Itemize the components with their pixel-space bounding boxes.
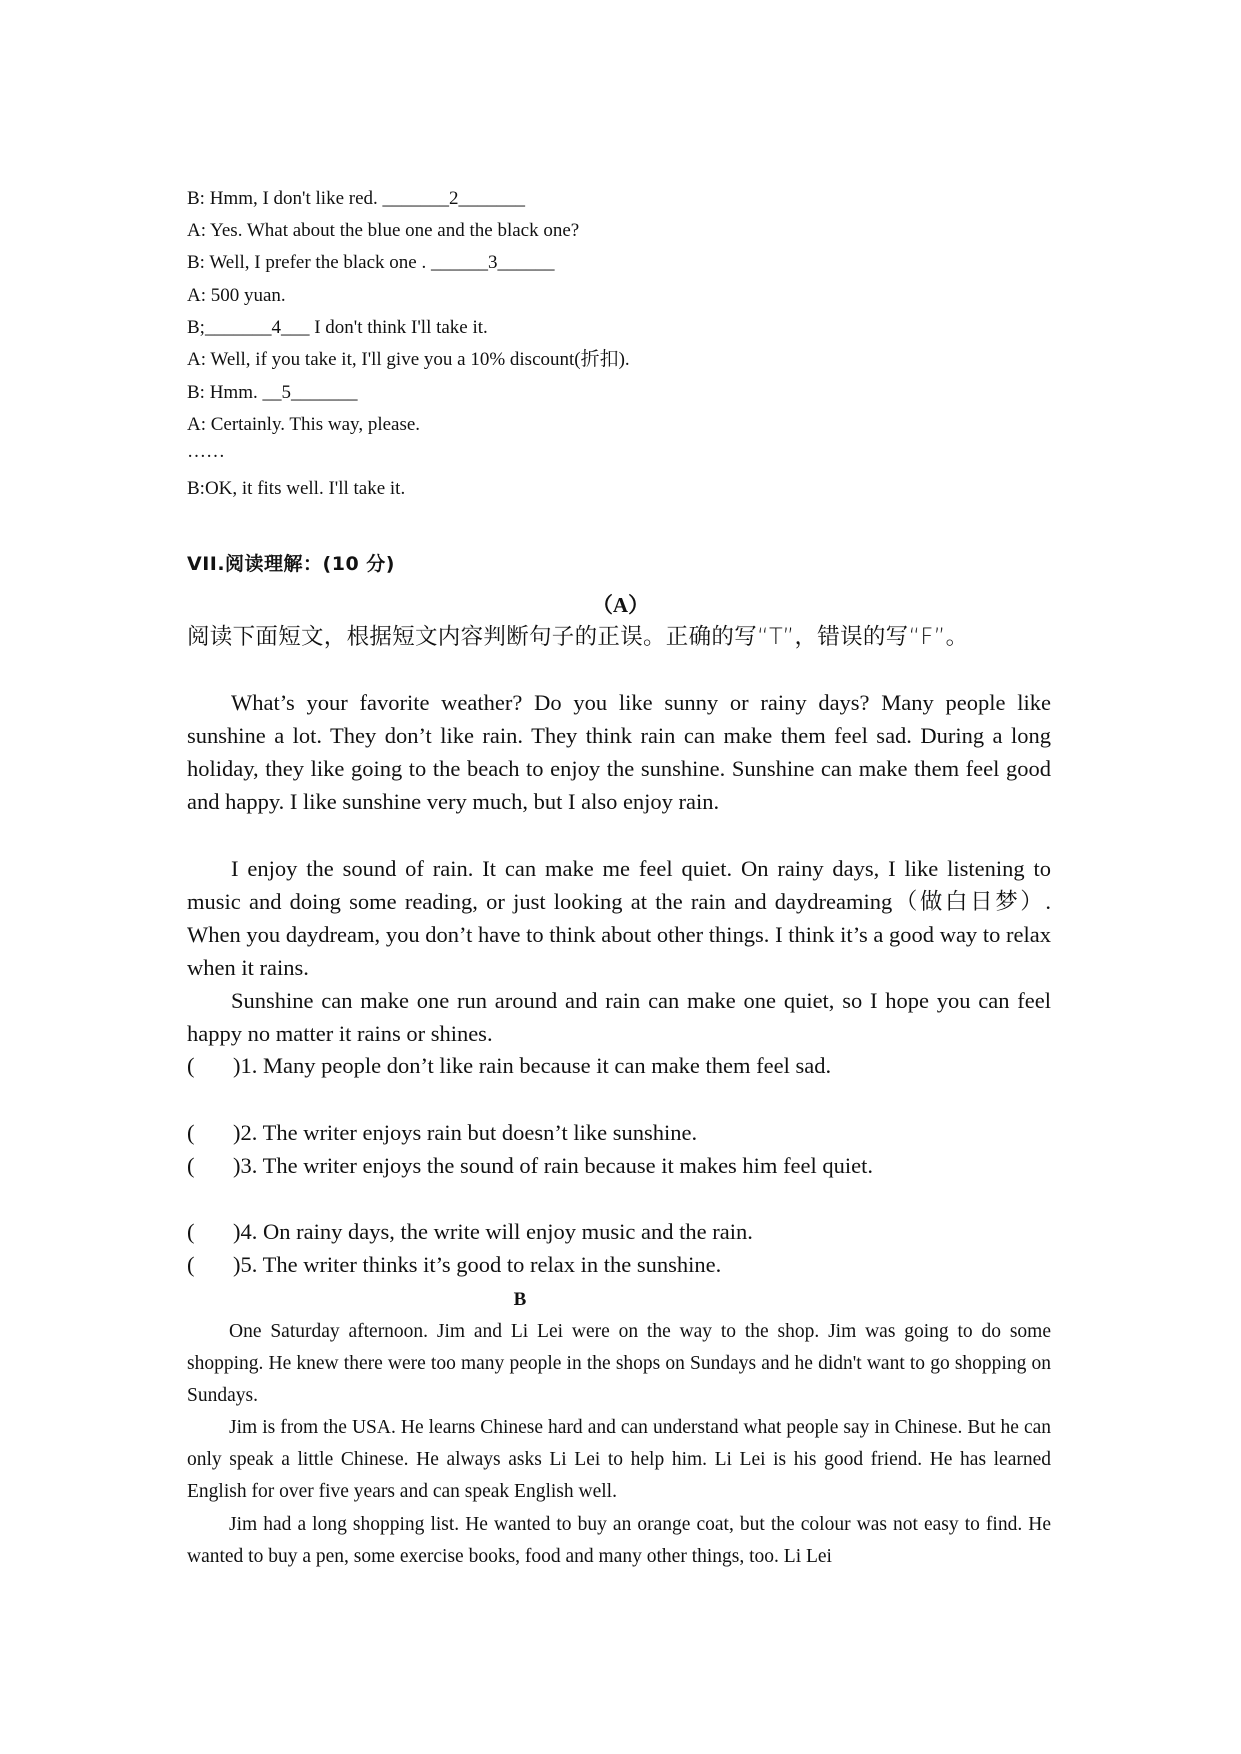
section-title: VII.阅读理解：(10 分)	[187, 553, 395, 575]
question-item	[187, 1052, 831, 1080]
passage-b-paragraph: Jim is from the USA. He learns Chinese hard and can understand what people say in Chinese. But he can only speak a little Chinese. He always asks Li Lei to help him. Li Lei is his good friend. He has learned English for over five years and can speak English well.	[187, 1417, 1051, 1502]
dialogue-line: B:OK, it fits well. I'll take it.	[187, 478, 406, 499]
dialogue-line: A: 500 yuan.	[187, 285, 286, 306]
question-text: )5. The writer thinks it’s good to relax in the sunshine.	[233, 1252, 722, 1277]
question-item	[187, 1119, 697, 1147]
question-item	[187, 1152, 873, 1180]
part-b-heading: B	[513, 1289, 527, 1310]
dialogue-line: A: Yes. What about the blue one and the black one?	[187, 220, 580, 241]
dialogue-line: B: Hmm. __5_______	[187, 382, 358, 403]
dialogue-line: B: Well, I prefer the black one . ______3______	[187, 252, 555, 273]
question-text: )3. The writer enjoys the sound of rain because it makes him feel quiet.	[233, 1153, 874, 1178]
answer-blank[interactable]: (	[187, 1120, 195, 1145]
answer-blank[interactable]: (	[187, 1153, 195, 1178]
answer-blank[interactable]: (	[187, 1252, 195, 1277]
passage-a-paragraph: I enjoy the sound of rain. It can make me feel quiet. On rainy days, I like listening to music and doing some reading, or just looking at the rain and daydreaming（做白日梦）. When you daydream, you don’t have to think about other things. I think it’s a good way to relax when it rains.	[187, 856, 1051, 980]
part-a-heading: （A）	[591, 593, 650, 617]
passage-a-paragraph: Sunshine can make one run around and rain can make one quiet, so I hope you can feel happy no matter it rains or shines.	[187, 988, 1051, 1046]
dialogue-ellipsis: ……	[187, 441, 225, 462]
question-item	[187, 1251, 721, 1279]
passage-b-paragraph: One Saturday afternoon. Jim and Li Lei were on the way to the shop. Jim was going to do some shopping. He knew there were too many people in the shops on Sundays and he didn't want to go shopping on Sundays.	[187, 1321, 1051, 1406]
answer-blank[interactable]: (	[187, 1219, 195, 1244]
passage-b-paragraph: Jim had a long shopping list. He wanted to buy an orange coat, but the colour was not easy to find. He wanted to buy a pen, some exercise books, food and many other things, too. Li Lei	[187, 1514, 1051, 1567]
question-item	[187, 1218, 753, 1246]
instruction-text: 阅读下面短文，根据短文内容判断句子的正误。正确的写“T”，错误的写“F”。	[187, 624, 969, 650]
passage-a-paragraph: What’s your favorite weather? Do you like sunny or rainy days? Many people like sunshine a lot. They don’t like rain. They think rain can make them feel sad. During a long holiday, they like going to the beach to enjoy the sunshine. Sunshine can make them feel good and happy. I like sunshine very much, but I also enjoy rain.	[187, 690, 1051, 814]
question-text: )4. On rainy days, the write will enjoy music and the rain.	[233, 1219, 753, 1244]
dialogue-line: B: Hmm, I don't like red. _______2_______	[187, 188, 526, 209]
question-text: )1. Many people don’t like rain because it can make them feel sad.	[233, 1053, 832, 1078]
dialogue-line: A: Well, if you take it, I'll give you a 10% discount(折扣).	[187, 349, 630, 370]
question-text: )2. The writer enjoys rain but doesn’t like sunshine.	[233, 1120, 698, 1145]
dialogue-line: A: Certainly. This way, please.	[187, 414, 421, 435]
answer-blank[interactable]: (	[187, 1053, 195, 1078]
dialogue-line: B;_______4___ I don't think I'll take it.	[187, 317, 488, 338]
